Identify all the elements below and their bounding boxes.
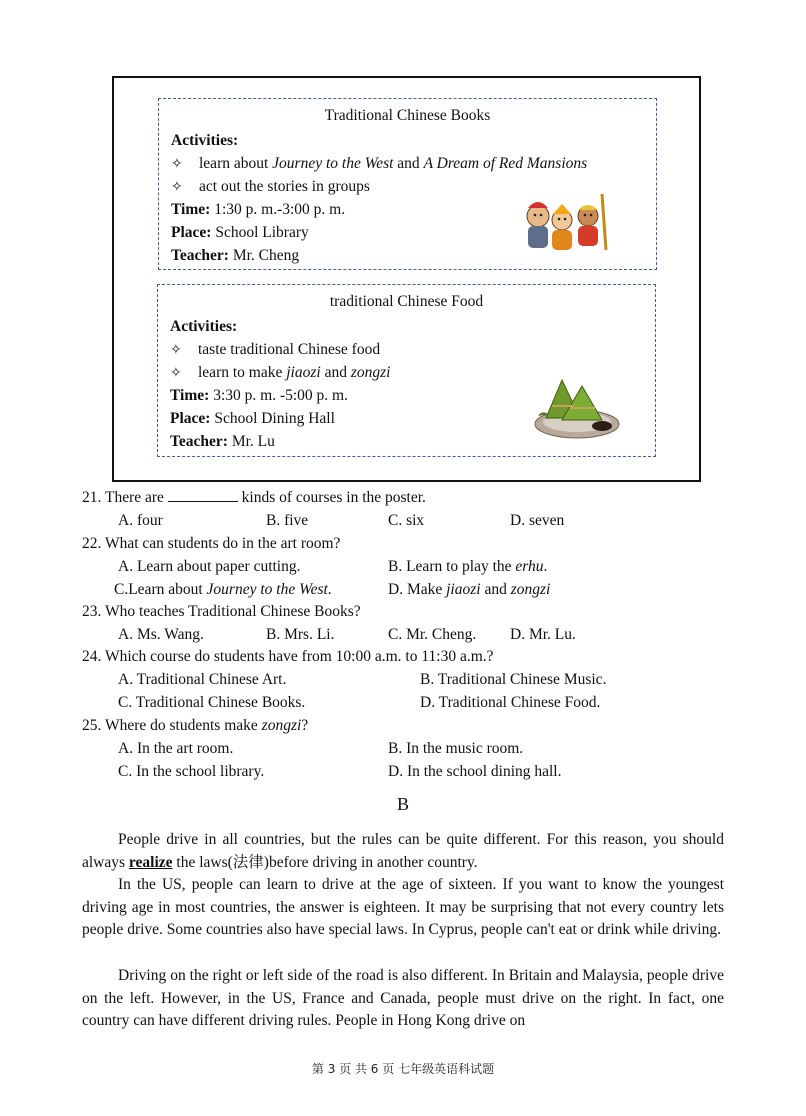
q21-option-d[interactable]: D. seven bbox=[510, 512, 565, 529]
food-activity-1: ✧ taste traditional Chinese food bbox=[170, 338, 643, 361]
q21-option-b[interactable]: B. five bbox=[266, 512, 309, 529]
question-21: 21. There are kinds of courses in the poster. bbox=[82, 489, 426, 506]
monkey-king-characters-illustration bbox=[520, 190, 612, 256]
star-icon: ✧ bbox=[171, 179, 183, 195]
question-22: 22. What can students do in the art room? bbox=[82, 535, 341, 552]
question-25: 25. Where do students make zongzi? bbox=[82, 717, 309, 734]
star-icon: ✧ bbox=[171, 156, 183, 172]
q23-option-a[interactable]: A. Ms. Wang. bbox=[118, 626, 204, 643]
books-teacher: Teacher: Mr. Cheng bbox=[171, 247, 300, 264]
star-icon: ✧ bbox=[170, 365, 182, 381]
food-activities-label: Activities: bbox=[170, 318, 238, 335]
food-activity-2: ✧ learn to make jiaozi and zongzi bbox=[170, 361, 643, 384]
section-heading: B bbox=[396, 794, 409, 814]
books-time: Time: 1:30 p. m.-3:00 p. m. bbox=[171, 201, 346, 218]
q22-option-b[interactable]: B. Learn to play the erhu. bbox=[388, 558, 548, 575]
books-title: Traditional Chinese Books bbox=[324, 107, 491, 124]
q23-option-b[interactable]: B. Mrs. Li. bbox=[266, 626, 335, 643]
star-icon: ✧ bbox=[170, 342, 182, 358]
q22-option-a[interactable]: A. Learn about paper cutting. bbox=[118, 558, 301, 575]
q25-option-d[interactable]: D. In the school dining hall. bbox=[388, 763, 562, 780]
food-teacher: Teacher: Mr. Lu bbox=[170, 433, 275, 450]
q25-option-c[interactable]: C. In the school library. bbox=[118, 763, 265, 780]
q21-option-a[interactable]: A. four bbox=[118, 512, 163, 529]
passage-paragraph-1: People drive in all countries, but the rules can be quite different. For this reason, you should always realize the laws(法律)before driving in another country. bbox=[82, 831, 724, 871]
underlined-word: realize bbox=[128, 853, 173, 871]
q24-option-d[interactable]: D. Traditional Chinese Food. bbox=[420, 694, 601, 711]
answer-blank[interactable] bbox=[168, 487, 238, 502]
books-place: Place: School Library bbox=[171, 224, 309, 241]
q23-option-d[interactable]: D. Mr. Lu. bbox=[510, 626, 576, 643]
q22-option-d[interactable]: D. Make jiaozi and zongzi bbox=[388, 581, 551, 598]
q24-option-a[interactable]: A. Traditional Chinese Art. bbox=[118, 671, 287, 688]
food-title: traditional Chinese Food bbox=[329, 293, 484, 310]
page-footer: 第 3 页 共 6 页 七年级英语科试题 bbox=[311, 1062, 495, 1076]
passage-paragraph-3: Driving on the right or left side of the road is also different. In Britain and Malaysia, people drive on the left. However, in the US, France and Canada, people must drive on the right. In fact, one country can have different driving rules. People in Hong Kong drive on bbox=[82, 967, 724, 1030]
question-24: 24. Which course do students have from 10:00 a.m. to 11:30 a.m.? bbox=[82, 648, 494, 665]
question-23: 23. Who teaches Traditional Chinese Books? bbox=[82, 603, 361, 620]
q21-option-c[interactable]: C. six bbox=[388, 512, 425, 529]
books-activities-label: Activities: bbox=[171, 132, 239, 149]
q22-option-c[interactable]: C.Learn about Journey to the West. bbox=[114, 581, 332, 598]
books-activity-1: ✧ learn about Journey to the West and A Dream of Red Mansions bbox=[171, 152, 644, 175]
q24-option-b[interactable]: B. Traditional Chinese Music. bbox=[420, 671, 607, 688]
zongzi-illustration bbox=[532, 372, 622, 440]
food-place: Place: School Dining Hall bbox=[170, 410, 335, 427]
books-activity-2: ✧ act out the stories in groups bbox=[171, 175, 644, 198]
passage-paragraph-2: In the US, people can learn to drive at the age of sixteen. If you want to know the youngest driving age in most countries, the answer is eighteen. It may be surprising that not every country lets people drive. Some countries also have special laws. In Cyprus, people can't eat or drink while driving. bbox=[82, 876, 724, 939]
food-time: Time: 3:30 p. m. -5:00 p. m. bbox=[170, 387, 348, 404]
q24-option-c[interactable]: C. Traditional Chinese Books. bbox=[118, 694, 306, 711]
q25-option-b[interactable]: B. In the music room. bbox=[388, 740, 524, 757]
q25-option-a[interactable]: A. In the art room. bbox=[118, 740, 234, 757]
q23-option-c[interactable]: C. Mr. Cheng. bbox=[388, 626, 477, 643]
